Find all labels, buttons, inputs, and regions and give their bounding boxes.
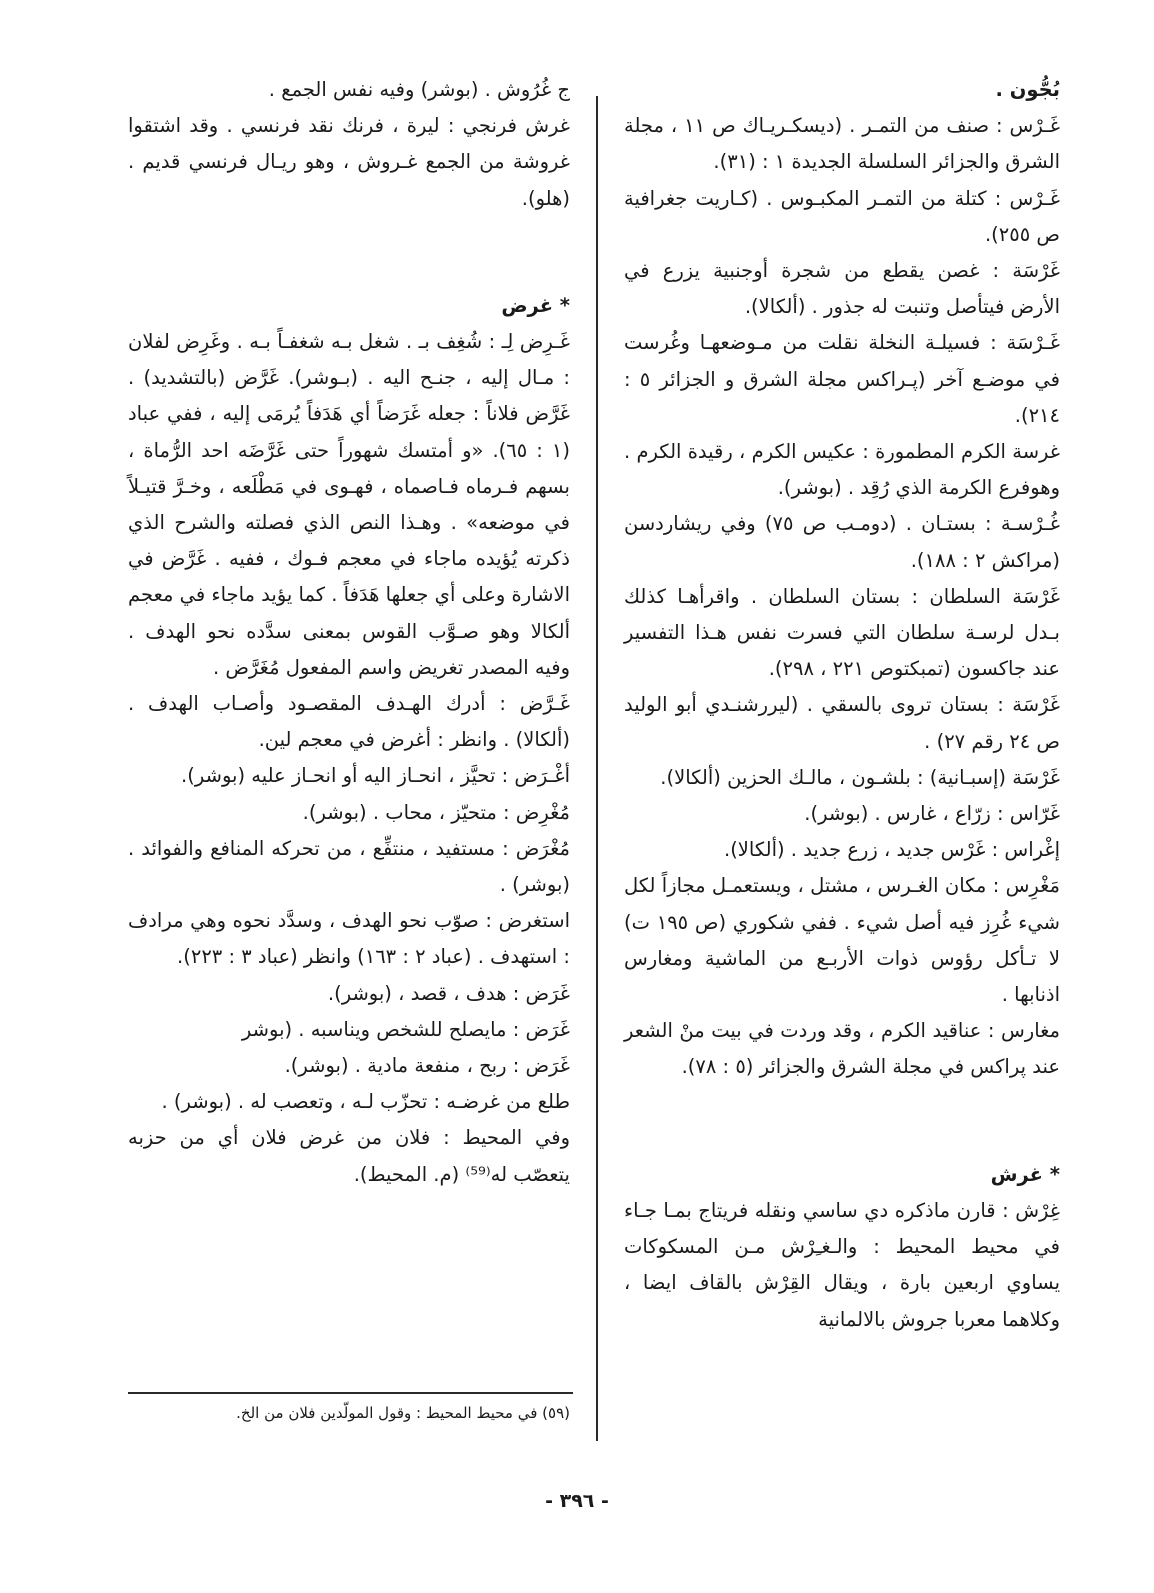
dictionary-entry: وفي المحيط : فلان من غرض فلان أي من حزبه يتعصّب له⁽⁵⁹⁾ (م. المحيط). [128,1126,570,1186]
dictionary-entry: غَرّاس : زرّاع ، غارس . (بوشر). [804,802,1060,826]
left-column [128,72,570,1193]
dictionary-entry: مُغْرِض : متحيّز ، محاب . (بوشر). [302,800,570,824]
dictionary-entry: غِرْش : قارن ماذكره دي ساسي ونقله فريتاج بمـا جـاء في محيط المحيط : والـغـِرْش مـن المسكوكات يساوي اربعين بارة ، ويقال القِرْش بالقاف ايضا ، وكلاهما معربا جروش بالالمانية [624,1198,1060,1331]
dictionary-entry: غَرَض : ربح ، منفعة مادية . (بوشر). [284,1054,570,1078]
entry-heading: * غرش [990,1162,1060,1186]
dictionary-entry: غَـرْس : صنف من التمـر . (ديسكـريـاك ص ١١ ، مجلة الشرق والجزائر السلسلة الجديدة ١ : (٣١). [624,114,1060,174]
dictionary-entry: غَرْسَة : بستان تروى بالسقي . (ليررشنـدي أبو الوليد ص ٢٤ رقم ٢٧) . [624,693,1060,753]
dictionary-entry: ج غُرُوش . (بوشر) وفيه نفس الجمع . [268,78,570,101]
page-number: - ٣٩٦ - [545,1490,609,1512]
dictionary-entry: غَـرِض لِـ : شُغِف بـ . شغل بـه شغفـاً بـه . وغَرِض لفلان : مـال إليه ، جنـح اليه . (بـوشر). غَرَّض (بالتشديد) . غَرَّض فلاناً : جعله غَرَضاً أي هَدَفاً يُرمَى إليه ، ففي عباد (١ : ٦٥). «و أمتسك شهوراً حتى غَرَّضَه احد الرُّماة ، بسهم فـرماه فـاصماه ، فهـوى في مَطْلَعه ، وخـرَّ قتيـلاً في موضعه» . وهـذا النص الذي فصلته والشرح الذي ذكرته يُؤيده ماجاء في معجم فـوك ، ففيه . غَرَّض في الاشارة وعلى أي جعلها هَدَفاً . كما يؤيد ماجاء في معجم ألكالا وهو صـوَّب القوس بمعنى سدَّده نحو الهدف . وفيه المصدر تغريض واسم المفعول مُغَرَّض . [128,330,571,679]
dictionary-entry: غرسة الكرم المطمورة : عكيس الكرم ، رقيدة الكرم . وهوفرع الكرمة الذي رُقِد . (بوشر). [624,440,1060,500]
dictionary-entry: مُغْرَض : مستفيد ، منتفِّع ، من تحركه المنافع والفوائد . (بوشر) . [128,836,570,897]
dictionary-entry: إغْراس : غَرْس جديد ، زرع جديد . (ألكالا). [724,838,1060,862]
footnote-rule [128,1392,573,1394]
paragraph-gap [128,236,570,268]
dictionary-entry: غرش فرنجي : ليرة ، فرنك نقد فرنسي . وقد اشتقوا غروشة من الجمع غـروش ، وهو ريـال فرنسي قديم . (هلو). [128,114,570,210]
entry-heading: * غرض [501,293,570,317]
footnote: (٥٩) في محيط المحيط : وقول المولّدين فلان من الخ. [236,1404,570,1422]
dictionary-entry: غَرْسَة السلطان : بستان السلطان . واقرأهـا كذلك بـدل لرسـة سلطان التي فسرت نفس هـذا التفسير عند جاكسون (تمبكتوص ٢٢١ ، ٢٩٨). [624,584,1060,681]
dictionary-entry: مَغْرِس : مكان الغـرس ، مشتل ، ويستعمـل مجازاً لكل شيء غُرِز فيه أصل شيء . ففي شكوري (ص ١٩٥ ت) لا تـأكل رؤوس ذوات الأربـع من الماشية ومغارس اذنابها . [624,874,1060,1007]
dictionary-entry: غَرَض : هدف ، قصد ، (بوشر). [327,981,570,1005]
dictionary-entry: غَرْسَة : غصن يقطع من شجرة أوجنبية يزرع في الأرض فيتأصل وتنبت له جذور . (ألكالا). [624,259,1060,319]
dictionary-entry: غَـرْسَة : فسيلـة النخلة نقلت من مـوضعهـا وغُرست في موضـع آخر (پـراكس مجلة الشرق و الجزائر ٥ : ٢١٤). [624,331,1060,427]
dictionary-entry: مغارس : عناقيد الكرم ، وقد وردت في بيت منْ الشعر عند پراكس في مجلة الشرق والجزائر (٥ : ٧٨). [624,1019,1060,1079]
dictionary-entry: غَـرْس : كتلة من التمـر المكبـوس . (كـاريت جغرافية ص ٢٥٥). [624,186,1060,246]
column-divider [596,96,598,1441]
dictionary-entry: استغرض : صوّب نحو الهدف ، وسدَّد نحوه وهي مرادف : استهدف . (عباد ٢ : ١٦٣) وانظر (عباد ٣ : ٢٢٣). [128,909,570,969]
dictionary-entry: أغْـرَض : تحيَّز ، انحـاز اليه أو انحـاز عليه (بوشر). [181,764,570,788]
paragraph-gap [624,1105,1060,1137]
dictionary-entry: غَرْسَة (إسبـانية) : بلشـون ، مالـك الحزين (ألكالا). [660,765,1060,789]
dictionary-entry: غَرَض : مايصلح للشخص ويناسبه . (بوشر [241,1017,570,1041]
entry-heading: بُجُّون . [995,78,1060,101]
dictionary-entry: غُـرْسـة : بستـان . (دومـب ص ٧٥) وفي ريشاردسن (مراكش ٢ : ١٨٨). [624,512,1061,572]
dictionary-entry: طلع من غرضـه : تحزّب لـه ، وتعصب له . (بوشر) . [161,1090,570,1114]
dictionary-entry: غَـرَّض : أدرك الهـدف المقصـود وأصـاب الهدف . (ألكالا) . وانظر : أغرض في معجم لين. [128,692,570,752]
right-column [624,72,1060,1338]
